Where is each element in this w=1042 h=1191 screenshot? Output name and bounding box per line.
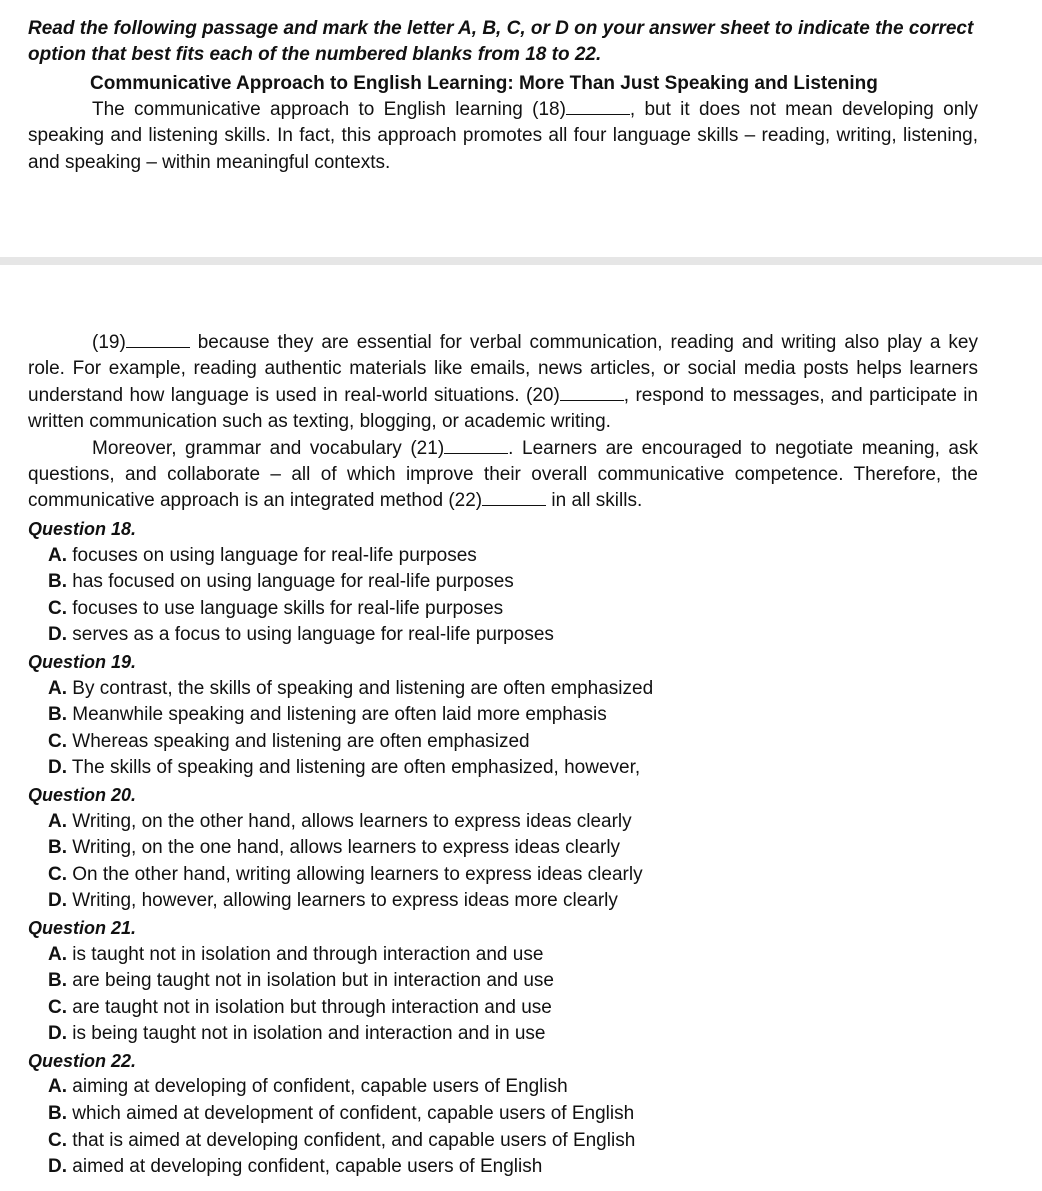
option-letter: C.: [48, 1129, 67, 1151]
option-b[interactable]: [28, 835, 988, 862]
blank-21: [444, 439, 508, 454]
option-c[interactable]: [28, 995, 988, 1022]
question-19: [28, 649, 988, 782]
passage-text: Moreover, grammar and vocabulary (21): [92, 437, 445, 459]
option-d[interactable]: [28, 755, 988, 782]
option-letter: A.: [48, 544, 67, 566]
option-text: On the other hand, writing allowing learners to express ideas clearly: [67, 863, 643, 885]
passage-paragraph-2: [28, 330, 978, 436]
option-text: focuses on using language for real-life purposes: [67, 544, 477, 566]
blank-22: [482, 491, 546, 506]
passage-text: , but it does not mean developing only speaking and listening skills. In fact, this approach promotes all four language skills – reading, writing, listening, and speaking – within meaningful contexts.: [28, 99, 978, 173]
passage-text: . Learners are encouraged to negotiate meaning, ask questions, and collaborate – all of which improve their overall communicative competence. Therefore, the communicative approach is an integrated method (22): [28, 437, 979, 512]
option-a[interactable]: [28, 809, 988, 836]
blank-19: [126, 333, 190, 348]
passage-text: in all skills.: [546, 490, 643, 512]
option-letter: A.: [48, 1076, 67, 1098]
option-b[interactable]: [28, 1101, 988, 1128]
option-a[interactable]: [28, 1074, 988, 1101]
question-label: Question 18.: [28, 519, 137, 539]
option-letter: D.: [48, 1156, 67, 1178]
question-label: Question 19.: [28, 651, 137, 672]
option-letter: A.: [48, 677, 67, 699]
option-c[interactable]: [28, 729, 988, 756]
option-letter: C.: [48, 996, 67, 1018]
option-text: serves as a focus to using language for real-life purposes: [67, 624, 554, 646]
option-text: aimed at developing confident, capable users of English: [67, 1156, 543, 1178]
option-b[interactable]: [28, 968, 988, 995]
option-letter: A.: [48, 943, 67, 965]
option-letter: D.: [48, 624, 67, 646]
option-text: has focused on using language for real-life purposes: [67, 571, 514, 593]
question-21: [28, 915, 988, 1048]
question-label: Question 21.: [28, 917, 137, 938]
passage-paragraph-1: [28, 97, 978, 176]
option-letter: D.: [48, 890, 67, 912]
option-b[interactable]: [28, 569, 988, 596]
option-text: aiming at developing of confident, capable users of English: [67, 1076, 568, 1098]
blank-20: [560, 386, 624, 401]
question-20: [28, 782, 988, 915]
option-text: which aimed at development of confident, capable users of English: [67, 1103, 635, 1125]
blank-18: [566, 100, 630, 115]
option-text: are being taught not in isolation but in interaction and use: [67, 970, 554, 992]
option-letter: C.: [48, 730, 67, 752]
option-letter: B.: [48, 1103, 67, 1125]
option-text: focuses to use language skills for real-life purposes: [67, 597, 504, 619]
option-letter: C.: [48, 597, 67, 619]
option-a[interactable]: [28, 676, 988, 703]
option-text: Meanwhile speaking and listening are often laid more emphasis: [67, 704, 607, 726]
page-divider: [0, 257, 1042, 265]
question-label: Question 22.: [28, 1050, 137, 1071]
option-text: that is aimed at developing confident, and capable users of English: [67, 1129, 636, 1151]
option-c[interactable]: [28, 1128, 988, 1155]
option-text: Whereas speaking and listening are often emphasized: [67, 730, 530, 752]
option-letter: B.: [48, 704, 67, 726]
option-letter: D.: [48, 757, 67, 779]
question-22: [28, 1048, 988, 1181]
option-text: Writing, on the one hand, allows learners to express ideas clearly: [67, 837, 621, 859]
passage-text: (19): [92, 332, 126, 353]
option-letter: B.: [48, 970, 67, 992]
option-d[interactable]: [28, 622, 988, 649]
option-d[interactable]: [28, 888, 988, 915]
passage-text: The communicative approach to English learning (18): [92, 99, 566, 120]
option-text: Writing, however, allowing learners to express ideas more clearly: [67, 890, 618, 912]
instruction-text: Read the following passage and mark the letter A, B, C, or D on your answer sheet to indicate the correct option that best fits each of the numbered blanks from 18 to 22.: [28, 18, 974, 65]
option-text: Writing, on the other hand, allows learners to express ideas clearly: [67, 810, 632, 832]
option-letter: C.: [48, 863, 67, 885]
option-letter: B.: [48, 837, 67, 859]
question-label: Question 20.: [28, 784, 137, 805]
passage-continuation: [28, 330, 978, 515]
option-d[interactable]: [28, 1021, 988, 1048]
passage-text: , respond to messages, and participate in written communication such as texting, blogging, or academic writing.: [28, 384, 978, 433]
option-a[interactable]: [28, 942, 988, 969]
passage-title: Communicative Approach to English Learning: More Than Just Speaking and Listening: [90, 73, 878, 94]
question-list: [28, 516, 988, 1181]
option-text: are taught not in isolation but through interaction and use: [67, 996, 552, 1018]
question-18: [28, 516, 988, 649]
option-letter: D.: [48, 1023, 67, 1045]
passage-paragraph-3: [28, 436, 978, 515]
option-b[interactable]: [28, 702, 988, 729]
option-c[interactable]: [28, 862, 988, 889]
option-text: The skills of speaking and listening are often emphasized, however,: [67, 757, 641, 779]
option-d[interactable]: [28, 1154, 988, 1181]
option-letter: B.: [48, 571, 67, 593]
option-letter: A.: [48, 810, 67, 832]
option-text: is being taught not in isolation and interaction and in use: [67, 1023, 546, 1045]
option-c[interactable]: [28, 596, 988, 623]
option-a[interactable]: [28, 543, 988, 570]
option-text: By contrast, the skills of speaking and listening are often emphasized: [67, 677, 654, 699]
option-text: is taught not in isolation and through interaction and use: [67, 943, 544, 965]
passage-text: because they are essential for verbal communication, reading and writing also play a key role. For example, reading authentic materials like emails, news articles, or social media posts helps learners understand how language is used in real-world situations. (20): [28, 332, 978, 406]
